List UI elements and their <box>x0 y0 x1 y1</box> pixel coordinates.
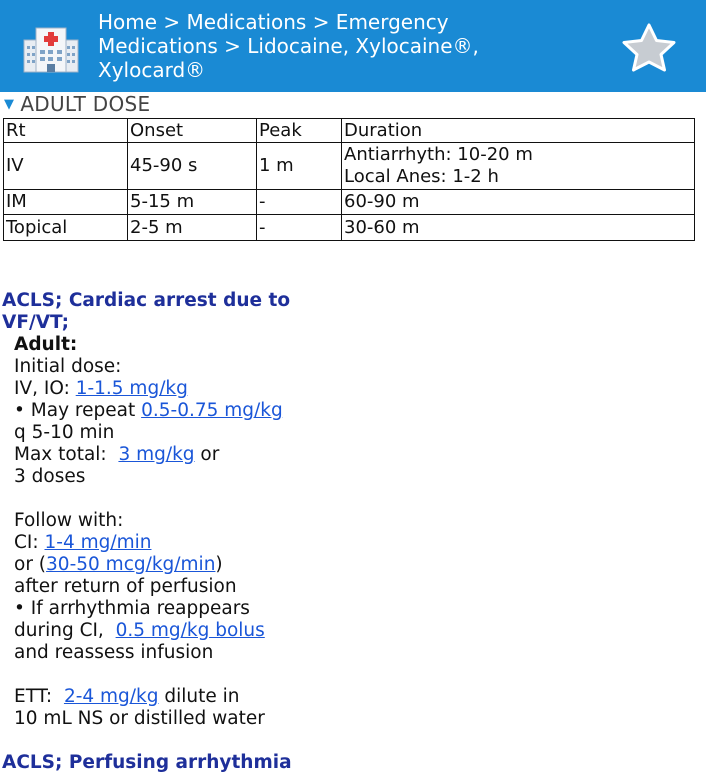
dose-line <box>14 400 692 422</box>
reappear-text: • If arrhythmia reappears <box>14 598 250 619</box>
route-cell: Topical <box>4 215 128 241</box>
dose-calculator-link[interactable]: 2-4 mg/kg <box>63 686 159 707</box>
indications-content <box>2 290 692 774</box>
interval-text: q 5-10 min <box>14 422 115 443</box>
indication-title: ACLS; Cardiac arrest due to VF/VT; <box>2 290 291 333</box>
peak-cell: 1 m <box>257 143 342 190</box>
dose-line <box>14 620 692 642</box>
table-row <box>4 190 695 215</box>
duration-cell: 30-60 m <box>342 215 695 241</box>
route-text: IV, IO: <box>14 378 76 399</box>
repeat-text: • May repeat <box>14 400 142 421</box>
or-text: or ( <box>14 554 47 575</box>
onset-cell: 45-90 s <box>128 143 257 190</box>
column-header: Peak <box>257 119 342 143</box>
dose-line <box>14 378 692 400</box>
table-row <box>4 143 695 190</box>
app-header <box>0 0 706 92</box>
column-header: Onset <box>128 119 257 143</box>
diluent-text: 10 mL NS or distilled water <box>14 708 265 729</box>
duration-cell: 60-90 m <box>342 190 695 215</box>
expand-triangle-icon: ▼ <box>4 97 15 112</box>
dose-calculator-link[interactable]: 1-1.5 mg/kg <box>75 378 188 399</box>
dose-table <box>3 118 695 241</box>
dose-calculator-link[interactable]: 1-4 mg/min <box>44 532 152 553</box>
table-header-row <box>4 119 695 143</box>
max-suffix: or <box>194 444 220 465</box>
onset-cell: 2-5 m <box>128 215 257 241</box>
peak-cell: - <box>257 215 342 241</box>
dose-line <box>14 686 692 708</box>
duration-line: Antiarrhyth: 10-20 m <box>344 144 533 165</box>
route-cell: IM <box>4 190 128 215</box>
after-return-text: after return of perfusion <box>14 576 237 597</box>
max-doses-text: 3 doses <box>14 466 86 487</box>
duration-cell <box>342 143 695 190</box>
initial-dose-label: Initial dose: <box>14 356 122 377</box>
duration-line: Local Anes: 1-2 h <box>344 166 499 187</box>
table-row <box>4 215 695 241</box>
star-icon[interactable] <box>618 22 680 72</box>
during-text: during CI, <box>14 620 116 641</box>
dose-calculator-link[interactable]: 0.5 mg/kg bolus <box>115 620 265 641</box>
route-text: CI: <box>14 532 45 553</box>
or-suffix: ) <box>215 554 223 575</box>
column-header: Duration <box>342 119 695 143</box>
dose-line <box>14 554 692 576</box>
section-title: ADULT DOSE <box>20 92 151 116</box>
adult-dose-section-toggle[interactable] <box>4 93 150 115</box>
dose-calculator-link[interactable]: 30-50 mcg/kg/min <box>46 554 216 575</box>
route-text: ETT: <box>14 686 64 707</box>
max-text: Max total: <box>14 444 119 465</box>
onset-cell: 5-15 m <box>128 190 257 215</box>
route-cell: IV <box>4 143 128 190</box>
indication-title: ACLS; Perfusing arrhythmia <box>2 752 292 773</box>
dose-calculator-link[interactable]: 0.5-0.75 mg/kg <box>141 400 283 421</box>
dose-line <box>14 444 692 466</box>
column-header: Rt <box>4 119 128 143</box>
ett-suffix: dilute in <box>158 686 240 707</box>
population-label: Adult: <box>14 334 78 355</box>
dose-line <box>14 532 692 554</box>
dose-calculator-link[interactable]: 3 mg/kg <box>118 444 195 465</box>
hospital-building-icon[interactable] <box>22 24 80 74</box>
breadcrumb[interactable]: Home > Medications > Emergency Medications > Lidocaine, Xylocaine®, Xylocard® <box>98 10 479 82</box>
peak-cell: - <box>257 190 342 215</box>
dose-block <box>2 334 692 730</box>
follow-label: Follow with: <box>14 510 124 531</box>
reassess-text: and reassess infusion <box>14 642 214 663</box>
